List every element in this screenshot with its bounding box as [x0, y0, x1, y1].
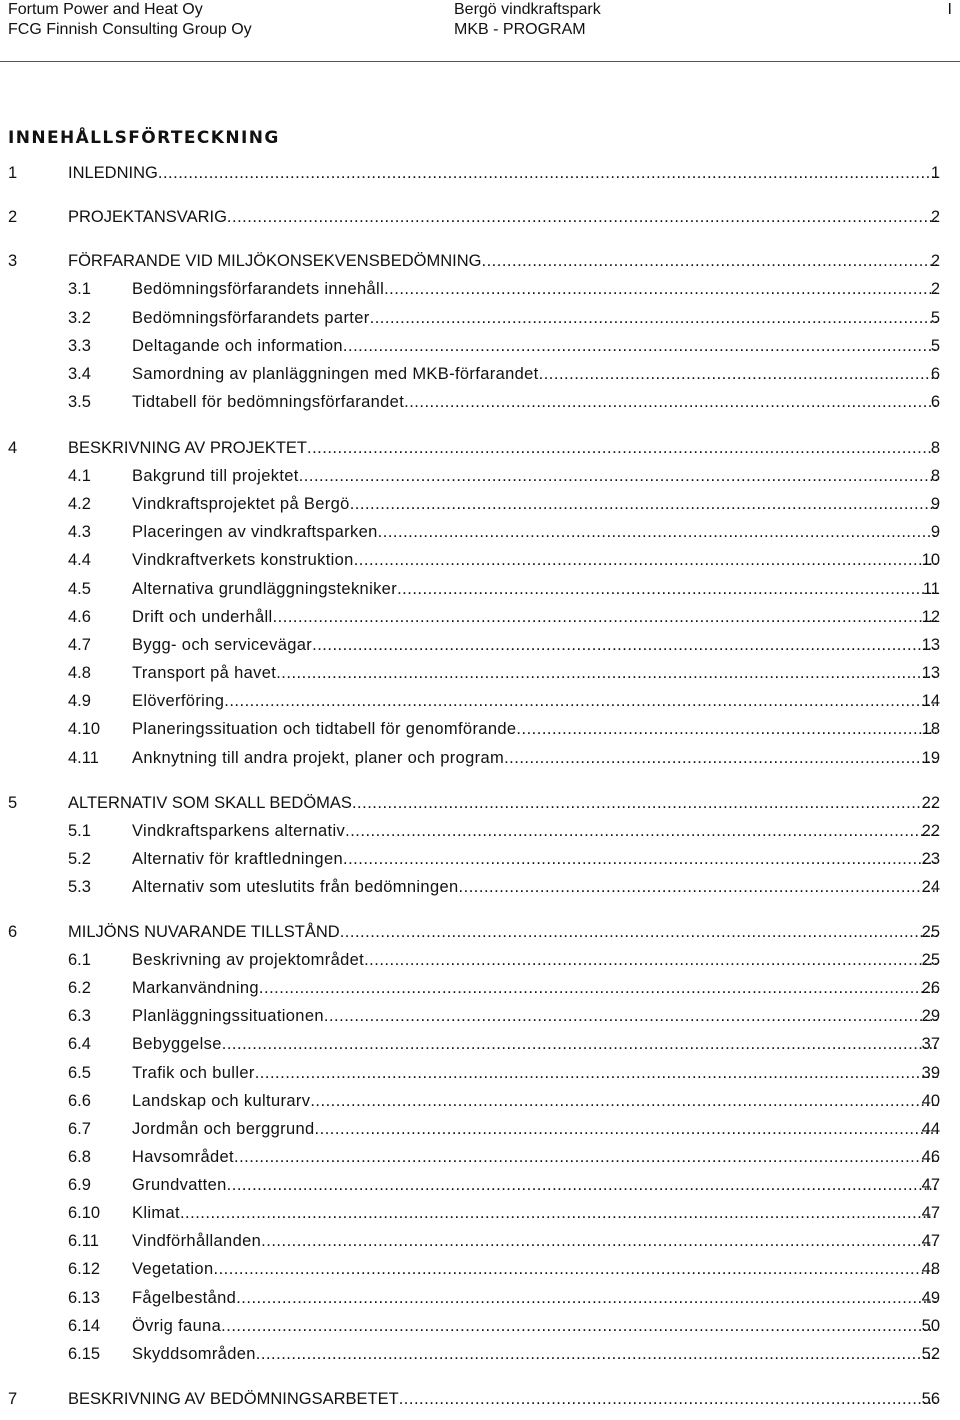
toc-entry-title: Anknytning till andra projekt, planer och program [132, 749, 505, 767]
toc-entry-page: 6 [930, 365, 940, 383]
toc-entry-number: 6.4 [68, 1035, 91, 1053]
toc-entry-title-line [132, 634, 938, 656]
toc-dot-leader [459, 876, 938, 898]
toc-entry-page: 5 [930, 337, 940, 355]
header-company-1: Fortum Power and Heat Oy [8, 1, 203, 18]
toc-entry-title: Bedömningsförfarandets parter [132, 309, 370, 327]
toc-entry-number: 4.11 [68, 749, 99, 767]
toc-entry-page: 13 [921, 664, 940, 682]
toc-entry-title: BESKRIVNING AV BEDÖMNINGSARBETET [68, 1390, 399, 1408]
toc-entry [0, 1230, 960, 1252]
toc-entry-title: Placeringen av vindkraftsparken [132, 523, 378, 541]
toc-entry-title-line [132, 977, 938, 999]
toc-entry [0, 250, 960, 272]
toc-entry-title: Fågelbestånd [132, 1289, 237, 1307]
toc-entry-title-line [132, 848, 938, 870]
toc-dot-leader [340, 921, 938, 943]
toc-dot-leader [227, 206, 938, 228]
toc-entry [0, 848, 960, 870]
toc-entry-title: Tidtabell för bedömningsförfarandet [132, 393, 405, 411]
toc-entry-page: 22 [921, 794, 940, 812]
toc-entry-title-line [132, 690, 938, 712]
toc-entry-title: Landskap och kulturarv [132, 1092, 311, 1110]
toc-entry [0, 1287, 960, 1309]
toc-dot-leader [350, 493, 938, 515]
toc-entry [0, 690, 960, 712]
toc-entry-page: 37 [921, 1035, 940, 1053]
toc-entry-title: Bebyggelse [132, 1035, 222, 1053]
toc-entry-number: 5.1 [68, 822, 91, 840]
toc-entry-title-line [68, 162, 938, 184]
toc-entry-title: PROJEKTANSVARIG [68, 208, 227, 226]
toc-dot-leader [481, 250, 938, 272]
header-company-2: FCG Finnish Consulting Group Oy [8, 21, 252, 38]
toc-entry-number: 6 [8, 923, 18, 941]
toc-entry-number: 6.13 [68, 1289, 101, 1307]
toc-entry [0, 578, 960, 600]
toc-entry-number: 4.1 [68, 467, 91, 485]
toc-entry-title-line [132, 578, 938, 600]
toc-entry [0, 335, 960, 357]
toc-entry [0, 792, 960, 814]
toc-entry [0, 307, 960, 329]
toc-entry-title: Drift och underhåll [132, 608, 273, 626]
toc-entry-title-line [132, 493, 938, 515]
toc-entry-title: Bygg- och servicevägar [132, 636, 313, 654]
toc-dot-leader [273, 606, 938, 628]
toc-entry-title-line [68, 921, 938, 943]
toc-dot-leader [276, 662, 938, 684]
toc-entry-title-line [132, 1146, 938, 1168]
toc-dot-leader [158, 162, 938, 184]
toc-entry-page: 14 [921, 692, 940, 710]
toc-entry [0, 437, 960, 459]
toc-entry-page: 5 [930, 309, 940, 327]
toc-entry [0, 820, 960, 842]
toc-entry-page: 47 [921, 1176, 940, 1194]
toc-entry-page: 2 [930, 208, 940, 226]
toc-entry-number: 6.1 [68, 951, 91, 969]
toc-entry-number: 6.5 [68, 1064, 91, 1082]
toc-entry [0, 521, 960, 543]
toc-entry-title: Bakgrund till projektet [132, 467, 299, 485]
toc-entry [0, 1315, 960, 1337]
toc-entry-page: 26 [921, 979, 940, 997]
toc-entry-title: Jordmån och berggrund [132, 1120, 315, 1138]
toc-entry-number: 6.2 [68, 979, 91, 997]
toc-entry-title: Vindförhållanden [132, 1232, 262, 1250]
toc-dot-leader [180, 1202, 938, 1224]
toc-entry [0, 977, 960, 999]
toc-entry-number: 6.10 [68, 1204, 101, 1222]
toc-entry-number: 5 [8, 794, 18, 812]
toc-dot-leader [378, 521, 938, 543]
toc-entry-number: 4.6 [68, 608, 91, 626]
toc-entry-page: 10 [921, 551, 940, 569]
toc-entry [0, 1343, 960, 1365]
toc-entry-title-line [132, 1343, 938, 1365]
toc-dot-leader [227, 1174, 938, 1196]
toc-entry [0, 1118, 960, 1140]
toc-dot-leader [259, 977, 938, 999]
toc-entry-page: 6 [930, 393, 940, 411]
toc-entry-number: 5.3 [68, 878, 91, 896]
toc-entry-page: 2 [930, 280, 940, 298]
toc-entry-title-line [132, 465, 938, 487]
toc-entry-title: BESKRIVNING AV PROJEKTET [68, 439, 308, 457]
toc-entry-title: Transport på havet [132, 664, 277, 682]
toc-entry-page: 56 [921, 1390, 940, 1408]
toc-entry-page: 48 [921, 1260, 940, 1278]
toc-dot-leader [224, 690, 938, 712]
toc-entry-title-line [68, 250, 938, 272]
toc-dot-leader [343, 335, 938, 357]
toc-dot-leader [315, 1118, 938, 1140]
toc-entry-number: 3.5 [68, 393, 91, 411]
toc-entry-number: 1 [8, 164, 18, 182]
toc-entry [0, 921, 960, 943]
toc-dot-leader [343, 848, 938, 870]
toc-dot-leader [397, 578, 938, 600]
toc-entry-title: Alternativa grundläggningstekniker [132, 580, 398, 598]
toc-entry-title: Planeringssituation och tidtabell för genomförande [132, 720, 517, 738]
toc-dot-leader [256, 1343, 938, 1365]
toc-entry-title: Deltagande och information [132, 337, 343, 355]
toc-entry-number: 3 [8, 252, 18, 270]
toc-dot-leader [261, 1230, 938, 1252]
toc-entry-title-line [132, 1118, 938, 1140]
toc-entry [0, 162, 960, 184]
toc-entry-number: 4.2 [68, 495, 91, 513]
toc-entry-title-line [132, 662, 938, 684]
toc-entry [0, 949, 960, 971]
toc-dot-leader [324, 1005, 938, 1027]
toc-entry-title: Beskrivning av projektområdet [132, 951, 365, 969]
toc-entry-page: 25 [921, 923, 940, 941]
toc-entry-page: 13 [921, 636, 940, 654]
toc-entry-number: 4.5 [68, 580, 91, 598]
toc-entry-number: 6.6 [68, 1092, 91, 1110]
toc-entry [0, 1090, 960, 1112]
toc-entry [0, 634, 960, 656]
toc-entry-title: Skyddsområden [132, 1345, 256, 1363]
toc-dot-leader [221, 1315, 938, 1337]
toc-entry-number: 4.9 [68, 692, 91, 710]
toc-entry-title: FÖRFARANDE VID MILJÖKONSEKVENSBEDÖMNING [68, 252, 482, 270]
toc-entry [0, 1033, 960, 1055]
toc-entry-page: 47 [921, 1232, 940, 1250]
toc-dot-leader [312, 634, 938, 656]
toc-entry-title-line [68, 437, 938, 459]
toc-entry [0, 549, 960, 571]
toc-dot-leader [352, 792, 938, 814]
toc-entry-page: 12 [921, 608, 940, 626]
toc-entry-title: Trafik och buller [132, 1064, 255, 1082]
toc-entry-title-line [132, 1174, 938, 1196]
toc-entry-title-line [132, 949, 938, 971]
toc-dot-leader [399, 1388, 938, 1410]
toc-dot-leader [310, 1090, 938, 1112]
toc-entry [0, 493, 960, 515]
toc-entry-number: 6.9 [68, 1176, 91, 1194]
toc-entry-title: Elöverföring [132, 692, 225, 710]
toc-entry [0, 391, 960, 413]
toc-entry-page: 9 [930, 495, 940, 513]
toc-entry-title-line [68, 206, 938, 228]
toc-dot-leader [404, 391, 938, 413]
toc-entry-page: 23 [921, 850, 940, 868]
toc-entry-number: 4.10 [68, 720, 101, 738]
toc-dot-leader [354, 549, 938, 571]
toc-entry-title: Bedömningsförfarandets innehåll [132, 280, 385, 298]
toc-entry-page: 25 [921, 951, 940, 969]
toc-entry-title-line [132, 307, 938, 329]
toc-entry [0, 206, 960, 228]
toc-entry-page: 44 [921, 1120, 940, 1138]
toc-entry-title-line [68, 792, 938, 814]
toc-entry-title-line [132, 718, 938, 740]
toc-entry-number: 3.2 [68, 309, 91, 327]
toc-entry-title-line [132, 521, 938, 543]
toc-entry [0, 1258, 960, 1280]
toc-entry-page: 1 [930, 164, 940, 182]
toc-entry-title-line [132, 278, 938, 300]
toc-entry-page: 24 [921, 878, 940, 896]
toc-entry-title-line [132, 549, 938, 571]
toc-entry-number: 5.2 [68, 850, 91, 868]
toc-entry-title: Klimat [132, 1204, 180, 1222]
header-rule [0, 61, 960, 62]
toc-dot-leader [345, 820, 938, 842]
toc-dot-leader [384, 278, 938, 300]
toc-entry-number: 3.4 [68, 365, 91, 383]
toc-entry-page: 18 [921, 720, 940, 738]
toc-dot-leader [516, 718, 938, 740]
toc-entry [0, 747, 960, 769]
toc-entry-title: Vegetation [132, 1260, 214, 1278]
toc-entry-title-line [132, 820, 938, 842]
toc-entry-title: Alternativ för kraftledningen [132, 850, 344, 868]
toc-title: INNEHÅLLSFÖRTECKNING [8, 128, 280, 148]
toc-entry-title: Markanvändning [132, 979, 259, 997]
toc-entry [0, 278, 960, 300]
toc-entry-number: 3.3 [68, 337, 91, 355]
toc-dot-leader [307, 437, 938, 459]
toc-entry-title: Planläggningssituationen [132, 1007, 324, 1025]
toc-entry-number: 4.7 [68, 636, 91, 654]
toc-entry-title-line [132, 1287, 938, 1309]
page-header [0, 0, 960, 62]
toc-entry-title-line [132, 1202, 938, 1224]
toc-entry-page: 39 [921, 1064, 940, 1082]
toc-entry-number: 2 [8, 208, 18, 226]
toc-entry-page: 19 [921, 749, 940, 767]
toc-entry-title-line [132, 1005, 938, 1027]
toc-entry-title-line [132, 1258, 938, 1280]
toc-entry-title-line [132, 1033, 938, 1055]
header-document-type: MKB - PROGRAM [454, 21, 586, 38]
toc-entry-title: INLEDNING [68, 164, 158, 182]
toc-entry-number: 3.1 [68, 280, 91, 298]
toc-entry-page: 52 [921, 1345, 940, 1363]
toc-entry-title-line [132, 363, 938, 385]
toc-entry [0, 718, 960, 740]
toc-dot-leader [255, 1062, 938, 1084]
toc-entry-page: 2 [930, 252, 940, 270]
toc-entry-title-line [132, 1315, 938, 1337]
toc-entry-title-line [132, 876, 938, 898]
toc-entry [0, 1202, 960, 1224]
toc-entry-number: 6.3 [68, 1007, 91, 1025]
toc-entry-title: ALTERNATIV SOM SKALL BEDÖMAS [68, 794, 352, 812]
toc-entry-title-line [132, 1230, 938, 1252]
toc-entry [0, 1005, 960, 1027]
toc-entry-number: 6.8 [68, 1148, 91, 1166]
toc-entry-page: 49 [921, 1289, 940, 1307]
toc-entry [0, 465, 960, 487]
toc-entry-title-line [132, 335, 938, 357]
toc-entry-title: MILJÖNS NUVARANDE TILLSTÅND [68, 923, 340, 941]
toc-entry-number: 6.7 [68, 1120, 91, 1138]
header-page-numeral: I [947, 1, 952, 18]
toc-entry-number: 6.15 [68, 1345, 101, 1363]
toc-entry-title: Vindkraftverkets konstruktion [132, 551, 354, 569]
toc-entry-number: 6.14 [68, 1317, 101, 1335]
toc-entry [0, 662, 960, 684]
toc-entry-title: Alternativ som uteslutits från bedömningen [132, 878, 459, 896]
toc-entry-title-line [68, 1388, 938, 1410]
toc-entry-number: 7 [8, 1390, 18, 1408]
toc-entry-page: 50 [921, 1317, 940, 1335]
toc-entry-page: 8 [930, 439, 940, 457]
toc-entry [0, 1388, 960, 1410]
toc-dot-leader [370, 307, 938, 329]
toc-entry-page: 40 [921, 1092, 940, 1110]
toc-entry-title-line [132, 1062, 938, 1084]
toc-entry-title: Övrig fauna [132, 1317, 222, 1335]
toc-entry-title: Grundvatten [132, 1176, 227, 1194]
toc-dot-leader [504, 747, 938, 769]
toc-entry-page: 22 [921, 822, 940, 840]
toc-entry-title: Vindkraftsprojektet på Bergö [132, 495, 350, 513]
toc-entry-title: Havsområdet [132, 1148, 234, 1166]
toc-entry-page: 11 [922, 580, 940, 598]
toc-entry-title-line [132, 747, 938, 769]
toc-entry-title: Samordning av planläggningen med MKB-förfarandet [132, 365, 539, 383]
toc-entry-number: 4.4 [68, 551, 91, 569]
toc-entry [0, 606, 960, 628]
toc-entry-page: 46 [921, 1148, 940, 1166]
toc-entry-number: 6.11 [68, 1232, 99, 1250]
toc-entry-title-line [132, 1090, 938, 1112]
toc-entry-page: 29 [921, 1007, 940, 1025]
toc-entry-number: 6.12 [68, 1260, 101, 1278]
toc-entry [0, 1146, 960, 1168]
toc-entry-title-line [132, 391, 938, 413]
toc-entry [0, 363, 960, 385]
toc-dot-leader [299, 465, 938, 487]
toc-dot-leader [364, 949, 938, 971]
toc-entry [0, 1174, 960, 1196]
toc-entry-title: Vindkraftsparkens alternativ [132, 822, 346, 840]
toc-entry-title-line [132, 606, 938, 628]
toc-dot-leader [539, 363, 938, 385]
toc-entry [0, 1062, 960, 1084]
toc-dot-leader [222, 1033, 938, 1055]
toc-entry-number: 4 [8, 439, 18, 457]
toc-entry [0, 876, 960, 898]
toc-entry-page: 47 [921, 1204, 940, 1222]
toc-entry-page: 8 [930, 467, 940, 485]
toc-dot-leader [236, 1287, 938, 1309]
toc-entry-number: 4.3 [68, 523, 91, 541]
toc-entry-number: 4.8 [68, 664, 91, 682]
toc-entry-page: 9 [930, 523, 940, 541]
toc-dot-leader [214, 1258, 939, 1280]
header-project-name: Bergö vindkraftspark [454, 1, 601, 18]
toc-dot-leader [234, 1146, 938, 1168]
